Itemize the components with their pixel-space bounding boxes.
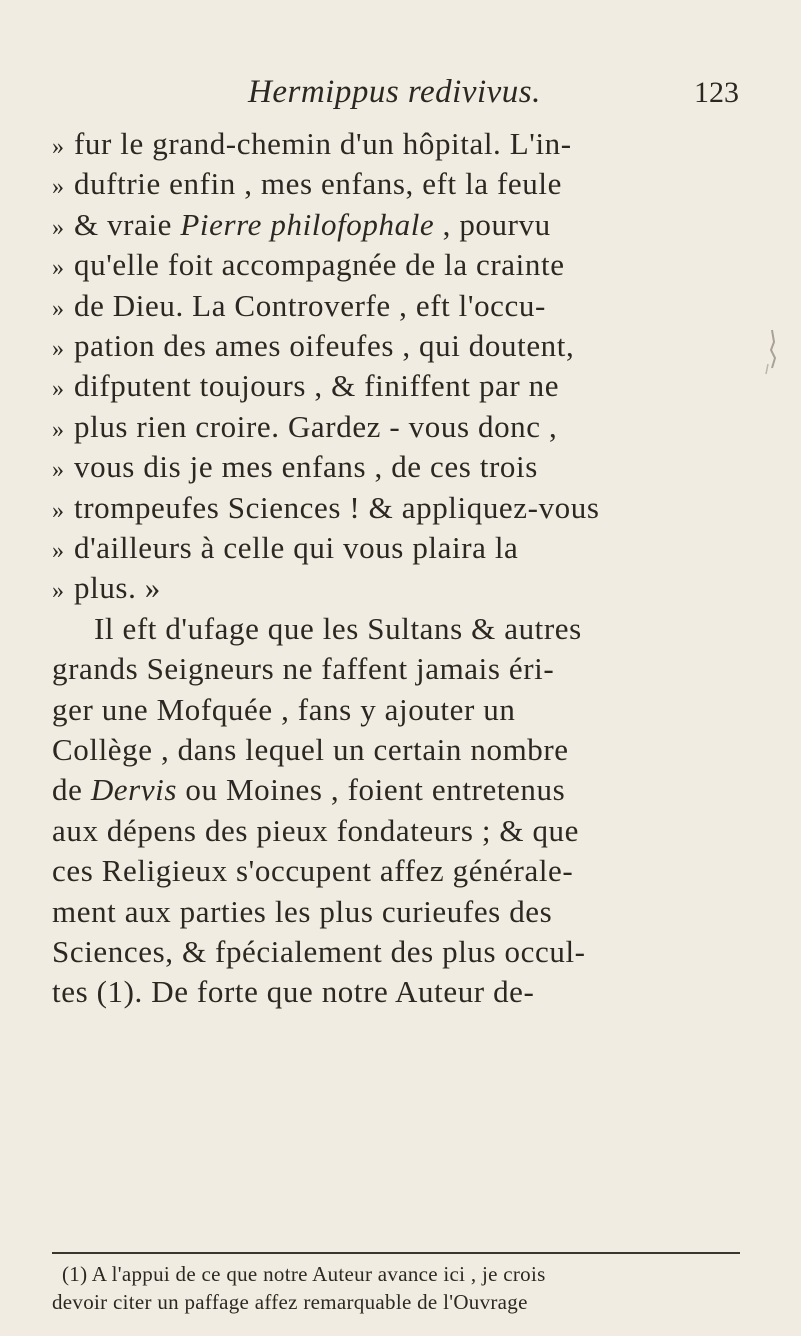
quote-mark: » — [52, 336, 65, 362]
quoted-line — [52, 568, 161, 608]
footnote-rule — [52, 1252, 740, 1254]
quote-mark: » — [52, 134, 65, 160]
footnote-line: (1) A l'appui de ce que notre Auteur avance ici , je crois — [62, 1262, 546, 1286]
quoted-line — [52, 245, 565, 285]
text-run: ces Religieux s'occupent affez générale- — [52, 853, 574, 889]
quoted-line — [52, 326, 574, 366]
quoted-line — [52, 124, 572, 164]
page-header — [0, 74, 801, 118]
text-run: trompeufes Sciences ! & appliquez-vous — [74, 489, 600, 525]
text-run: plus. » — [74, 570, 161, 606]
text-run: d'ailleurs à celle qui vous plaira la — [74, 530, 519, 565]
text-run: grands Seigneurs ne faffent jamais éri- — [52, 651, 555, 687]
text-run: Il eft d'ufage que les Sultans & autres — [94, 610, 582, 646]
quote-mark: » — [52, 578, 65, 605]
paragraph-line — [52, 690, 515, 730]
paragraph-line — [94, 609, 582, 649]
text-run: difputent toujours , & finiffent par ne — [74, 368, 560, 404]
text-run: Collège , dans lequel un certain nombre — [52, 732, 569, 767]
paragraph-line — [52, 851, 573, 891]
margin-ink-mark — [762, 328, 784, 376]
quoted-line — [52, 164, 562, 204]
text-run: ment aux parties les plus curieufes des — [52, 893, 553, 929]
quoted-line — [52, 488, 600, 528]
quoted-line — [52, 528, 518, 568]
text-run: de — [52, 772, 91, 808]
footnote-line: devoir citer un paffage affez remarquable de l'Ouvrage — [52, 1290, 528, 1314]
quote-mark: » — [52, 538, 65, 564]
paragraph-line — [52, 972, 534, 1012]
quote-mark: » — [52, 295, 65, 322]
quote-mark: » — [52, 497, 65, 524]
text-run: pation des ames oifeufes , qui doutent, — [74, 328, 575, 363]
quote-mark: » — [52, 214, 65, 241]
paragraph-line — [52, 811, 579, 851]
quote-mark: » — [52, 174, 65, 201]
text-run: plus rien croire. Gardez - vous donc , — [74, 408, 558, 444]
running-title: Hermippus redivivus. — [248, 74, 541, 110]
text-run: & vraie — [74, 206, 181, 242]
paragraph-line — [52, 730, 569, 770]
paragraph-line — [52, 932, 586, 972]
text-run: duftrie enfin , mes enfans, eft la feule — [74, 166, 562, 202]
text-run: Sciences, & fpécialement des plus occul- — [52, 934, 586, 969]
quote-mark: » — [52, 255, 65, 282]
quote-mark: » — [52, 376, 65, 403]
italic-text: Pierre philofophale — [180, 206, 435, 242]
text-run: ger une Mofquée , fans y ajouter un — [52, 691, 516, 727]
text-run: aux dépens des pieux fondateurs ; & que — [52, 812, 580, 848]
page-number: 123 — [694, 76, 739, 109]
text-run: tes (1). De forte que notre Auteur de- — [52, 974, 535, 1010]
italic-text: Dervis — [90, 772, 178, 808]
paragraph-line — [52, 770, 565, 810]
quoted-line — [52, 447, 538, 487]
paragraph-line — [52, 892, 552, 932]
quote-mark: » — [52, 457, 65, 484]
quoted-line — [52, 205, 551, 245]
paragraph-line — [52, 649, 554, 689]
text-run: fur le grand-chemin d'un hôpital. L'in- — [74, 126, 572, 161]
quote-mark: » — [52, 416, 65, 443]
quoted-line — [52, 366, 559, 406]
text-run: de Dieu. La Controverfe , eft l'occu- — [74, 287, 546, 323]
quoted-line — [52, 407, 557, 447]
text-run: vous dis je mes enfans , de ces trois — [74, 449, 538, 485]
text-run: qu'elle foit accompagnée de la crainte — [74, 247, 565, 283]
quoted-line — [52, 286, 546, 326]
text-run: , pourvu — [434, 206, 551, 242]
text-run: ou Moines , foient entretenus — [177, 772, 566, 808]
